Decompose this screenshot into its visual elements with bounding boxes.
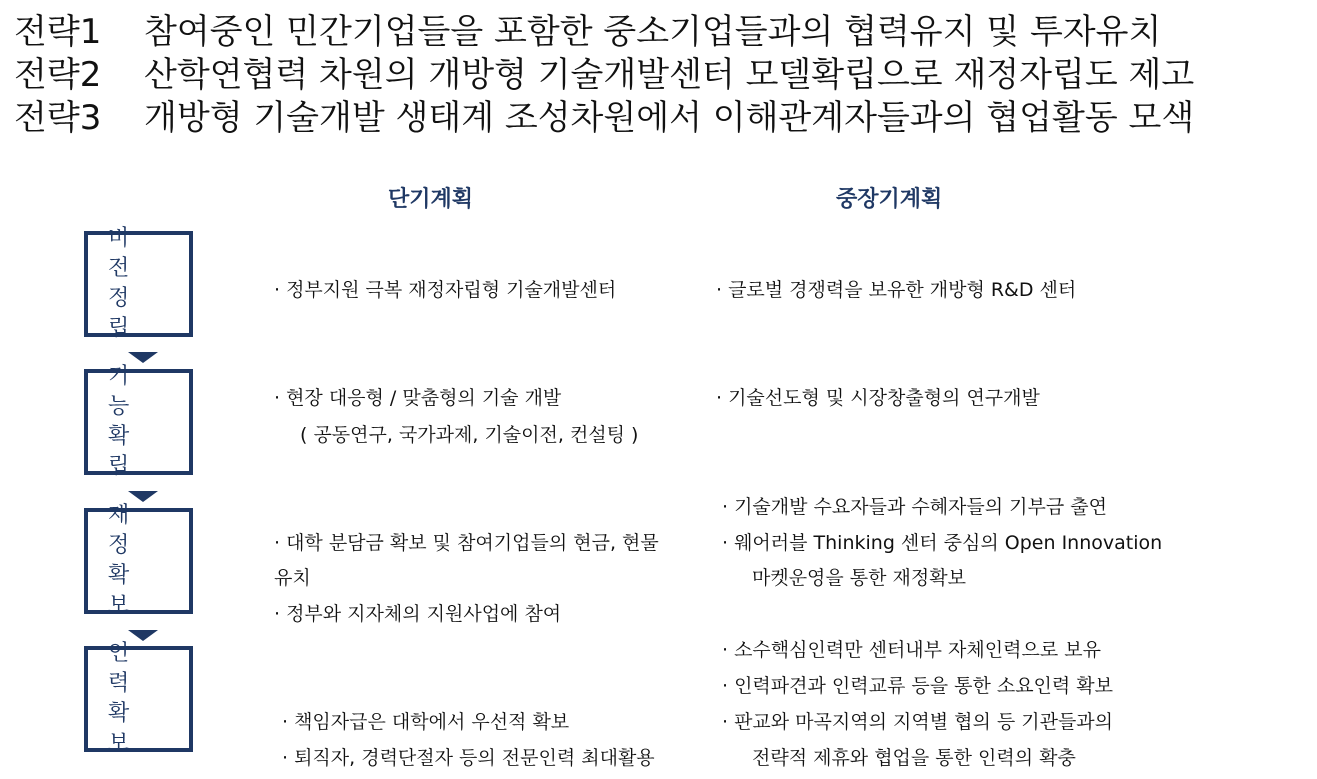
strategy-label: 전략1 (14, 12, 102, 52)
short-term-heading: 단기계획 (388, 187, 474, 212)
stage-label-line2: 확 립 (108, 424, 150, 479)
short-term-item: · 대학 분담금 확보 및 참여기업들의 현금, 현물 (274, 532, 659, 554)
short-term-item: · 정부지원 극복 재정자립형 기술개발센터 (274, 279, 617, 301)
long-term-item: · 웨어러블 Thinking 센터 중심의 Open Innovation (722, 532, 1163, 554)
stage-label-line1: 재 정 (108, 503, 150, 558)
strategy-line-3 (14, 98, 1194, 138)
short-term-item-cont: 유치 (274, 567, 311, 589)
long-term-item-cont: 전략적 제휴와 협업을 통한 인력의 확충 (752, 747, 1076, 769)
stage-box-personnel (84, 641, 193, 756)
stage-label-line1: 기 능 (108, 364, 150, 419)
stage-box-function (84, 364, 193, 479)
stage-label-line1: 비 전 (108, 226, 150, 281)
long-term-item: · 글로벌 경쟁력을 보유한 개방형 R&D 센터 (716, 279, 1077, 301)
long-term-item: · 기술개발 수요자들과 수혜자들의 기부금 출연 (722, 496, 1107, 518)
short-term-item: · 퇴직자, 경력단절자 등의 전문인력 최대활용 (282, 747, 655, 769)
short-term-item: · 현장 대응형 / 맞춤형의 기술 개발 (274, 387, 562, 409)
strategy-text: 산학연협력 차원의 개방형 기술개발센터 모델확립으로 재정자립도 제고 (144, 55, 1195, 95)
long-term-item-cont: 마켓운영을 통한 재정확보 (752, 567, 966, 589)
stage-label-line2: 정 립 (108, 286, 150, 341)
short-term-item: · 책임자급은 대학에서 우선적 확보 (282, 711, 570, 733)
short-term-item-note: ( 공동연구, 국가과제, 기술이전, 컨설팅 ) (300, 424, 639, 446)
strategy-text: 참여중인 민간기업들을 포함한 중소기업들과의 협력유지 및 투자유치 (144, 12, 1162, 52)
long-term-item: · 기술선도형 및 시장창출형의 연구개발 (716, 387, 1040, 409)
stage-label-line2: 확 보 (108, 701, 150, 756)
long-term-item: · 판교와 마곡지역의 지역별 협의 등 기관들과의 (722, 711, 1114, 733)
strategy-line-2 (14, 55, 1194, 95)
long-term-item: · 인력파견과 인력교류 등을 통한 소요인력 확보 (722, 675, 1114, 697)
short-term-item: · 정부와 지자체의 지원사업에 참여 (274, 603, 562, 625)
strategy-text: 개방형 기술개발 생태계 조성차원에서 이해관계자들과의 협업활동 모색 (144, 98, 1195, 138)
strategy-label: 전략2 (14, 55, 102, 95)
long-term-heading: 중장기계획 (836, 187, 943, 212)
strategy-line-1 (14, 12, 1161, 52)
stage-label-line2: 확 보 (108, 563, 150, 618)
stage-box-vision (84, 226, 193, 341)
strategy-label: 전략3 (14, 98, 102, 138)
long-term-item: · 소수핵심인력만 센터내부 자체인력으로 보유 (722, 639, 1101, 661)
stage-box-finance (84, 503, 193, 618)
stage-label-line1: 인 력 (108, 641, 150, 696)
